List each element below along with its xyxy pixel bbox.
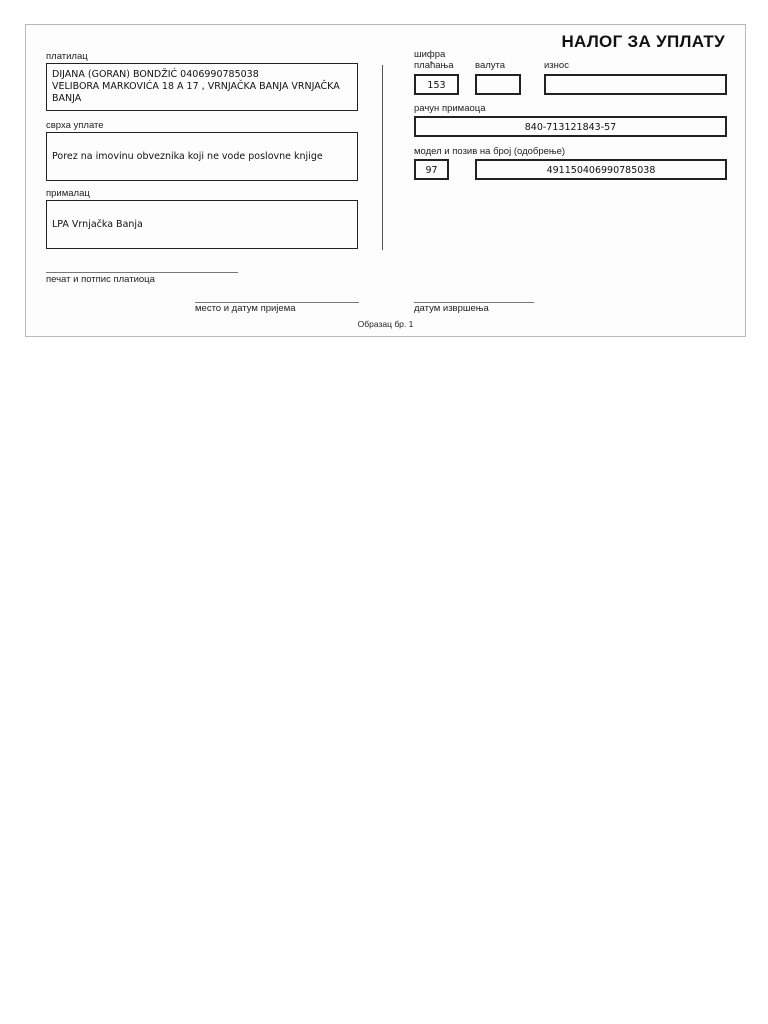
recipient-value: LPA Vrnjačka Banja — [52, 219, 143, 230]
recipient-account-label: рачун примаоца — [414, 103, 486, 114]
reference-number-field[interactable] — [475, 159, 727, 180]
payer-value: DIJANA (GORAN) BONDŽIĆ 0406990785038 VELIBORA MARKOVIĆA 18 A 17 , VRNJAČKA BANJA VRNJAČKA BANJA — [52, 69, 340, 104]
payer-label: платилац — [46, 51, 88, 62]
payer-field[interactable] — [46, 63, 358, 111]
payer-signature-label: печат и потпис платиоца — [46, 274, 155, 285]
amount-field[interactable] — [544, 74, 727, 95]
place-date-label: место и датум пријема — [195, 303, 296, 314]
currency-field[interactable] — [475, 74, 521, 95]
reference-model-value: 97 — [425, 165, 438, 176]
purpose-value: Porez na imovinu obveznika koji ne vode poslovne knjige — [52, 151, 323, 162]
purpose-field[interactable] — [46, 132, 358, 181]
purpose-label: сврха уплате — [46, 120, 104, 131]
payer-signature-line — [46, 272, 238, 273]
column-divider — [382, 65, 383, 250]
form-footer: Образац бр. 1 — [357, 319, 414, 329]
currency-label: валута — [475, 60, 506, 71]
recipient-field[interactable] — [46, 200, 358, 249]
amount-label: износ — [544, 60, 569, 71]
payment-order-form — [25, 24, 746, 337]
recipient-account-field[interactable] — [414, 116, 727, 137]
payment-code-field[interactable] — [414, 74, 459, 95]
recipient-account-value: 840-713121843-57 — [524, 122, 617, 133]
execution-date-label: датум извршења — [414, 303, 489, 314]
payment-code-label: шифра плаћања — [414, 49, 454, 71]
form-title: НАЛОГ ЗА УПЛАТУ — [561, 32, 725, 51]
reference-number-value: 491150406990785038 — [546, 165, 656, 176]
recipient-label: прималац — [46, 188, 90, 199]
reference-label: модел и позив на број (одобрење) — [414, 146, 566, 157]
reference-model-field[interactable] — [414, 159, 449, 180]
payment-code-value: 153 — [427, 80, 446, 91]
